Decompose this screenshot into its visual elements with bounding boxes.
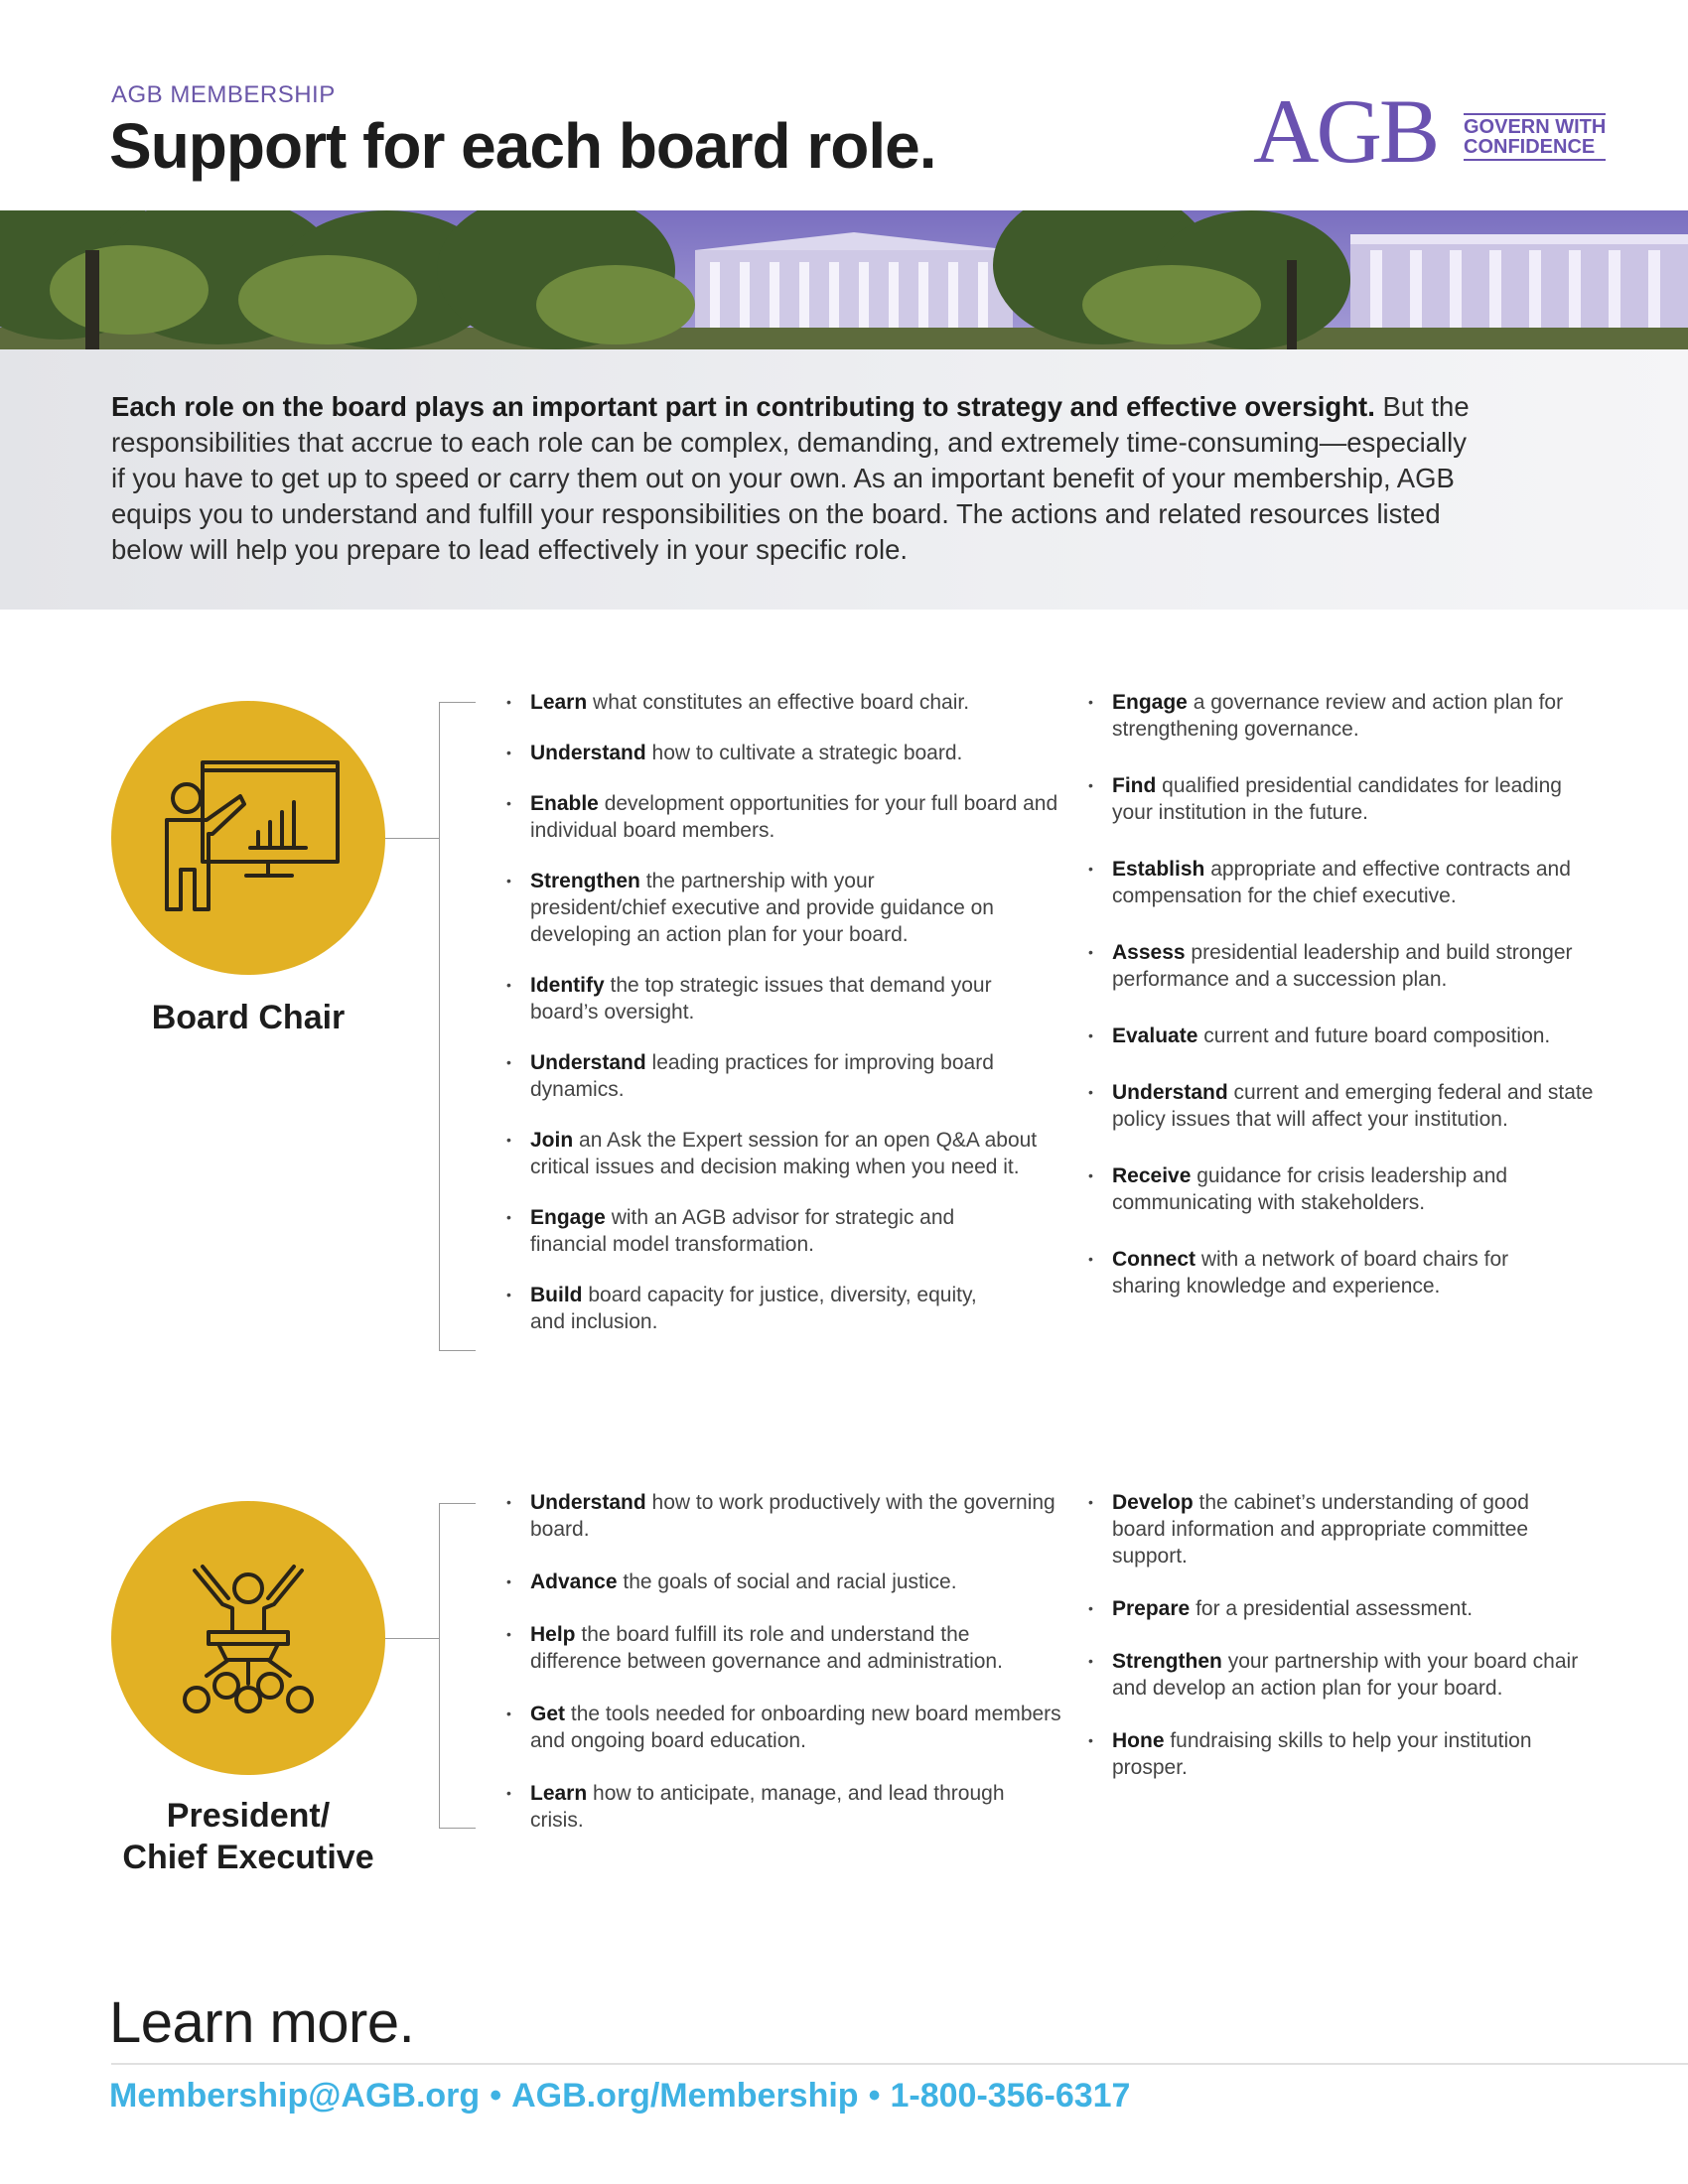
list-item: • Engage with an AGB advisor for strategic and financial model transformation. [506,1204,1027,1258]
list-item: • Understand current and emerging federal and state policy issues that will affect your institution. [1088,1079,1599,1133]
logo-tagline [1464,113,1606,161]
board-chair-circle [111,701,385,975]
list-item: • Enable development opportunities for your full board and individual board members. [506,790,1062,844]
separator: • [490,2077,502,2115]
intro-line: if you have to get up to speed or carry them out on your own. As an important benefit of your membership, AGB [111,463,1455,493]
list-item: • Find qualified presidential candidates for leading your institution in the future. [1088,772,1579,826]
list-item: • Understand leading practices for improving board dynamics. [506,1049,1037,1103]
list-item: • Hone fundraising skills to help your institution prosper. [1088,1727,1539,1781]
page-title: Support for each board role. [109,110,936,182]
board-chair-list-left [506,689,1062,1335]
list-item: • Develop the cabinet’s understanding of good board information and appropriate committee support. [1088,1489,1579,1570]
president-label [60,1795,437,1878]
list-item: • Receive guidance for crisis leadership and communicating with stakeholders. [1088,1162,1559,1216]
list-item: • Evaluate current and future board composition. [1088,1023,1644,1049]
list-item: • Get the tools needed for onboarding new board members and ongoing board education. [506,1701,1076,1754]
separator: • [868,2077,881,2115]
list-item: • Build board capacity for justice, diversity, equity, and inclusion. [506,1282,1017,1335]
president-list-right [1088,1489,1644,1781]
intro-lead: Each role on the board plays an important part in contributing to strategy and effective oversight. [111,391,1375,422]
learn-more-heading: Learn more. [109,1990,415,2055]
list-item: • Prepare for a presidential assessment. [1088,1595,1644,1622]
intro-panel [0,349,1688,610]
list-item: • Advance the goals of social and racial justice. [506,1569,1062,1595]
list-item: • Connect with a network of board chairs for sharing knowledge and experience. [1088,1246,1559,1299]
president-label-line-1: President/ [166,1797,331,1835]
list-item: • Learn how to anticipate, manage, and lead through crisis. [506,1780,1047,1834]
list-item: • Assess presidential leadership and build stronger performance and a succession plan. [1088,939,1628,993]
president-connector [385,1638,439,1639]
footer-divider [111,2063,1688,2065]
leader-team-icon [111,1501,385,1775]
logo-tagline-line-2: CONFIDENCE [1464,136,1596,158]
board-chair-bracket [439,702,476,1351]
list-item: • Learn what constitutes an effective board chair. [506,689,1062,716]
logo-mark: AGB [1253,80,1438,182]
presenter-chart-icon [111,701,385,975]
president-list-left [506,1489,1062,1834]
eyebrow-label: AGB MEMBERSHIP [111,81,336,108]
intro-line: below will help you prepare to lead effectively in your specific role. [111,534,908,565]
list-item: • Identify the top strategic issues that demand your board’s oversight. [506,972,1062,1025]
contact-line [109,2077,1130,2116]
board-chair-connector [385,838,439,839]
intro-line: But the [1382,391,1470,422]
email-link[interactable]: Membership@AGB.org [109,2077,481,2115]
list-item: • Understand how to work productively with the governing board. [506,1489,1066,1543]
phone-link[interactable]: 1-800-356-6317 [890,2077,1131,2115]
board-chair-list-right [1088,689,1644,1299]
website-link[interactable]: AGB.org/Membership [511,2077,859,2115]
list-item: • Engage a governance review and action plan for strengthening governance. [1088,689,1579,743]
president-bracket [439,1503,476,1829]
campus-banner-image [0,210,1688,349]
page-header [0,0,1688,208]
president-label-line-2: Chief Executive [122,1839,374,1876]
intro-line: responsibilities that accrue to each role can be complex, demanding, and extremely time-consuming—especially [111,427,1467,458]
logo-tagline-line-1: GOVERN WITH [1464,116,1607,138]
intro-line: equips you to understand and fulfill your responsibilities on the board. The actions and related resources listed [111,498,1441,529]
president-circle [111,1501,385,1775]
list-item: • Establish appropriate and effective contracts and compensation for the chief executive. [1088,856,1628,909]
board-chair-label: Board Chair [151,999,346,1036]
list-item: • Join an Ask the Expert session for an open Q&A about critical issues and decision making when you need it. [506,1127,1066,1180]
list-item: • Strengthen your partnership with your board chair and develop an action plan for your board. [1088,1648,1609,1702]
list-item: • Understand how to cultivate a strategic board. [506,740,1062,766]
agb-logo [1253,80,1630,182]
list-item: • Strengthen the partnership with your president/chief executive and provide guidance on developing an action plan for your board. [506,868,1007,948]
intro-paragraph [111,389,1551,568]
list-item: • Help the board fulfill its role and understand the difference between governance and administration. [506,1621,1027,1675]
